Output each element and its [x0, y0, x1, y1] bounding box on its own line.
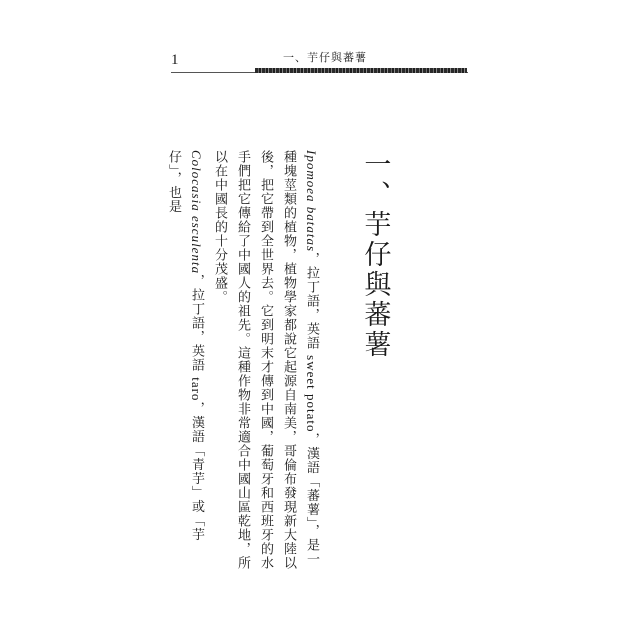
paragraph-text: ，拉丁語，英語	[304, 252, 319, 356]
english-term: taro	[189, 377, 204, 402]
header-decorative-bar	[255, 68, 467, 73]
latin-term: Ipomoea batatas	[304, 150, 319, 253]
paragraph-sweet-potato	[208, 150, 323, 570]
english-term: sweet potato	[304, 355, 319, 433]
latin-term: Colocasia esculenta	[189, 150, 204, 275]
page-number: 1	[171, 52, 179, 68]
running-header-title: 一、芋仔與蕃薯	[283, 51, 367, 64]
paragraph-text: ，漢語「蕃薯」，是一種塊莖類的植物，植物學家都說它起源自南美，哥倫布發現新大陸以後，把它帶到全世界去。它到明末才傳到中國，葡萄牙和西班牙的水手們把它傳給了中國人的祖先。這種作物非常適合中國山區乾地，所以在中國長的十分茂盛。	[212, 150, 319, 570]
paragraph-text: ，漢語「青芋」或「芋仔」，也是	[166, 150, 204, 542]
chapter-title: 一、芋仔與蕃薯	[359, 150, 391, 360]
paragraph-text: ，拉丁語，英語	[189, 274, 204, 378]
paragraph-taro	[162, 150, 208, 570]
body-text	[166, 150, 323, 570]
